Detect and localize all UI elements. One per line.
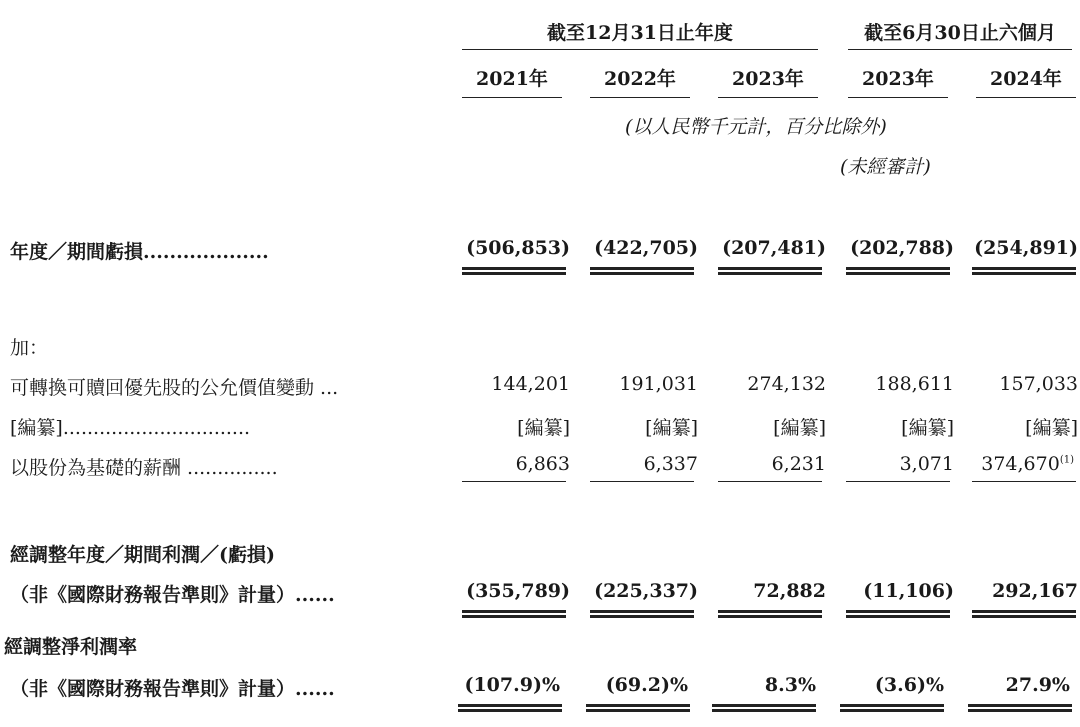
adj-margin-rule-2023-interim (840, 704, 944, 707)
loss-rule-2024-interim (972, 267, 1076, 270)
share-comp-2023-interim: 3,071 (899, 453, 954, 475)
unit-note: (以人民幣千元計，百分比除外) (625, 116, 887, 138)
share-comp-2021: 6,863 (515, 453, 570, 475)
loss-2021: (506,853) (466, 237, 570, 259)
loss-rule-2023-interimb (846, 272, 950, 275)
adj-margin-rule-2023b (712, 709, 816, 712)
adj-profit-2021: (355,789) (466, 580, 570, 602)
share-comp-2024-interim-cell (960, 453, 1074, 475)
adj-margin-2024-interim: 27.9% (1005, 674, 1070, 696)
loss-2023: (207,481) (722, 237, 826, 259)
adj-profit-rule-2021b (462, 615, 566, 618)
redacted-2022: [編纂] (645, 417, 698, 439)
redacted-2024-interim: [編纂] (1025, 417, 1078, 439)
loss-2024-interim: (254,891) (974, 237, 1078, 259)
row-label-adj-profit-2: （非《國際財務報告準則》計量）...... (10, 584, 335, 606)
fair-value-2023-interim: 188,611 (875, 373, 954, 395)
loss-rule-2023-interim (846, 267, 950, 270)
loss-rule-2021 (462, 267, 566, 270)
header-rule-2024-interim (976, 97, 1076, 98)
adj-margin-2023-interim: (3.6)% (874, 674, 944, 696)
header-group-six-months: 截至6月30日止六個月 (864, 22, 1056, 44)
adj-profit-2023-interim: (11,106) (863, 580, 954, 602)
header-rule-2022 (590, 97, 690, 98)
adj-margin-2023: 8.3% (764, 674, 816, 696)
adj-margin-rule-2021 (458, 704, 562, 707)
subtotal-rule-2022 (590, 481, 694, 482)
loss-rule-2021b (462, 272, 566, 275)
fair-value-2023: 274,132 (747, 373, 826, 395)
loss-rule-2023b (718, 272, 822, 275)
fair-value-2021: 144,201 (491, 373, 570, 395)
share-comp-2023: 6,231 (771, 453, 826, 475)
adj-margin-2021: (107.9)% (464, 674, 560, 696)
header-rule-2023-interim (848, 97, 948, 98)
header-year-2021: 2021年 (476, 68, 548, 90)
row-label-adj-margin-2: （非《國際財務報告準則》計量）...... (10, 678, 335, 700)
header-group-annual: 截至12月31日止年度 (547, 22, 733, 44)
loss-rule-2022 (590, 267, 694, 270)
redacted-2023: [編纂] (773, 417, 826, 439)
unaudited-note: (未經審計) (840, 156, 931, 178)
adj-profit-rule-2023-interimb (846, 615, 950, 618)
header-rule-2021 (462, 97, 562, 98)
adj-margin-rule-2023 (712, 704, 816, 707)
adj-profit-rule-2023-interim (846, 610, 950, 613)
fair-value-2022: 191,031 (619, 373, 698, 395)
loss-rule-2024-interimb (972, 272, 1076, 275)
adj-profit-rule-2024-interimb (972, 615, 1076, 618)
share-comp-2022: 6,337 (643, 453, 698, 475)
adj-profit-rule-2022b (590, 615, 694, 618)
adj-profit-rule-2022 (590, 610, 694, 613)
row-label-adj-profit-1: 經調整年度／期間利潤／(虧損) (10, 544, 275, 566)
adj-margin-rule-2024-interimb (968, 709, 1072, 712)
row-label-add: 加： (10, 337, 49, 359)
header-rule-2023 (718, 97, 818, 98)
adj-profit-2024-interim: 292,167 (992, 580, 1078, 602)
loss-2023-interim: (202,788) (850, 237, 954, 259)
subtotal-rule-2023-interim (846, 481, 950, 482)
fair-value-2024-interim: 157,033 (999, 373, 1078, 395)
header-year-2023-interim: 2023年 (862, 68, 934, 90)
header-year-2024-interim: 2024年 (990, 68, 1062, 90)
adj-profit-rule-2021 (462, 610, 566, 613)
subtotal-rule-2021 (462, 481, 566, 482)
row-label-share-comp: 以股份為基礎的薪酬 ............... (10, 457, 278, 479)
adj-profit-rule-2023b (718, 615, 822, 618)
adj-margin-rule-2021b (458, 709, 562, 712)
row-label-adj-margin-1: 經調整淨利潤率 (4, 636, 138, 658)
adj-margin-rule-2024-interim (968, 704, 1072, 707)
header-group-annual-rule (462, 49, 818, 50)
footnote-marker: (1) (1059, 454, 1074, 466)
subtotal-rule-2024-interim (972, 481, 1076, 482)
loss-2022: (422,705) (594, 237, 698, 259)
adj-margin-rule-2023-interimb (840, 709, 944, 712)
redacted-2023-interim: [編纂] (901, 417, 954, 439)
adj-profit-rule-2024-interim (972, 610, 1076, 613)
adj-margin-rule-2022b (586, 709, 690, 712)
adj-margin-rule-2022 (586, 704, 690, 707)
row-label-loss: 年度／期間虧損................... (10, 241, 269, 263)
adj-profit-2023: 72,882 (753, 580, 826, 602)
adj-margin-2022: (69.2)% (605, 674, 688, 696)
share-comp-2024-interim: 374,670 (981, 453, 1060, 475)
header-year-2023: 2023年 (732, 68, 804, 90)
row-label-fair-value: 可轉換可贖回優先股的公允價值變動 ... (10, 377, 339, 399)
loss-rule-2022b (590, 272, 694, 275)
adj-profit-rule-2023 (718, 610, 822, 613)
header-group-six-months-rule (848, 49, 1072, 50)
row-label-redacted: [編纂]............................... (10, 417, 251, 439)
subtotal-rule-2023 (718, 481, 822, 482)
adj-profit-2022: (225,337) (594, 580, 698, 602)
header-year-2022: 2022年 (604, 68, 676, 90)
redacted-2021: [編纂] (517, 417, 570, 439)
loss-rule-2023 (718, 267, 822, 270)
